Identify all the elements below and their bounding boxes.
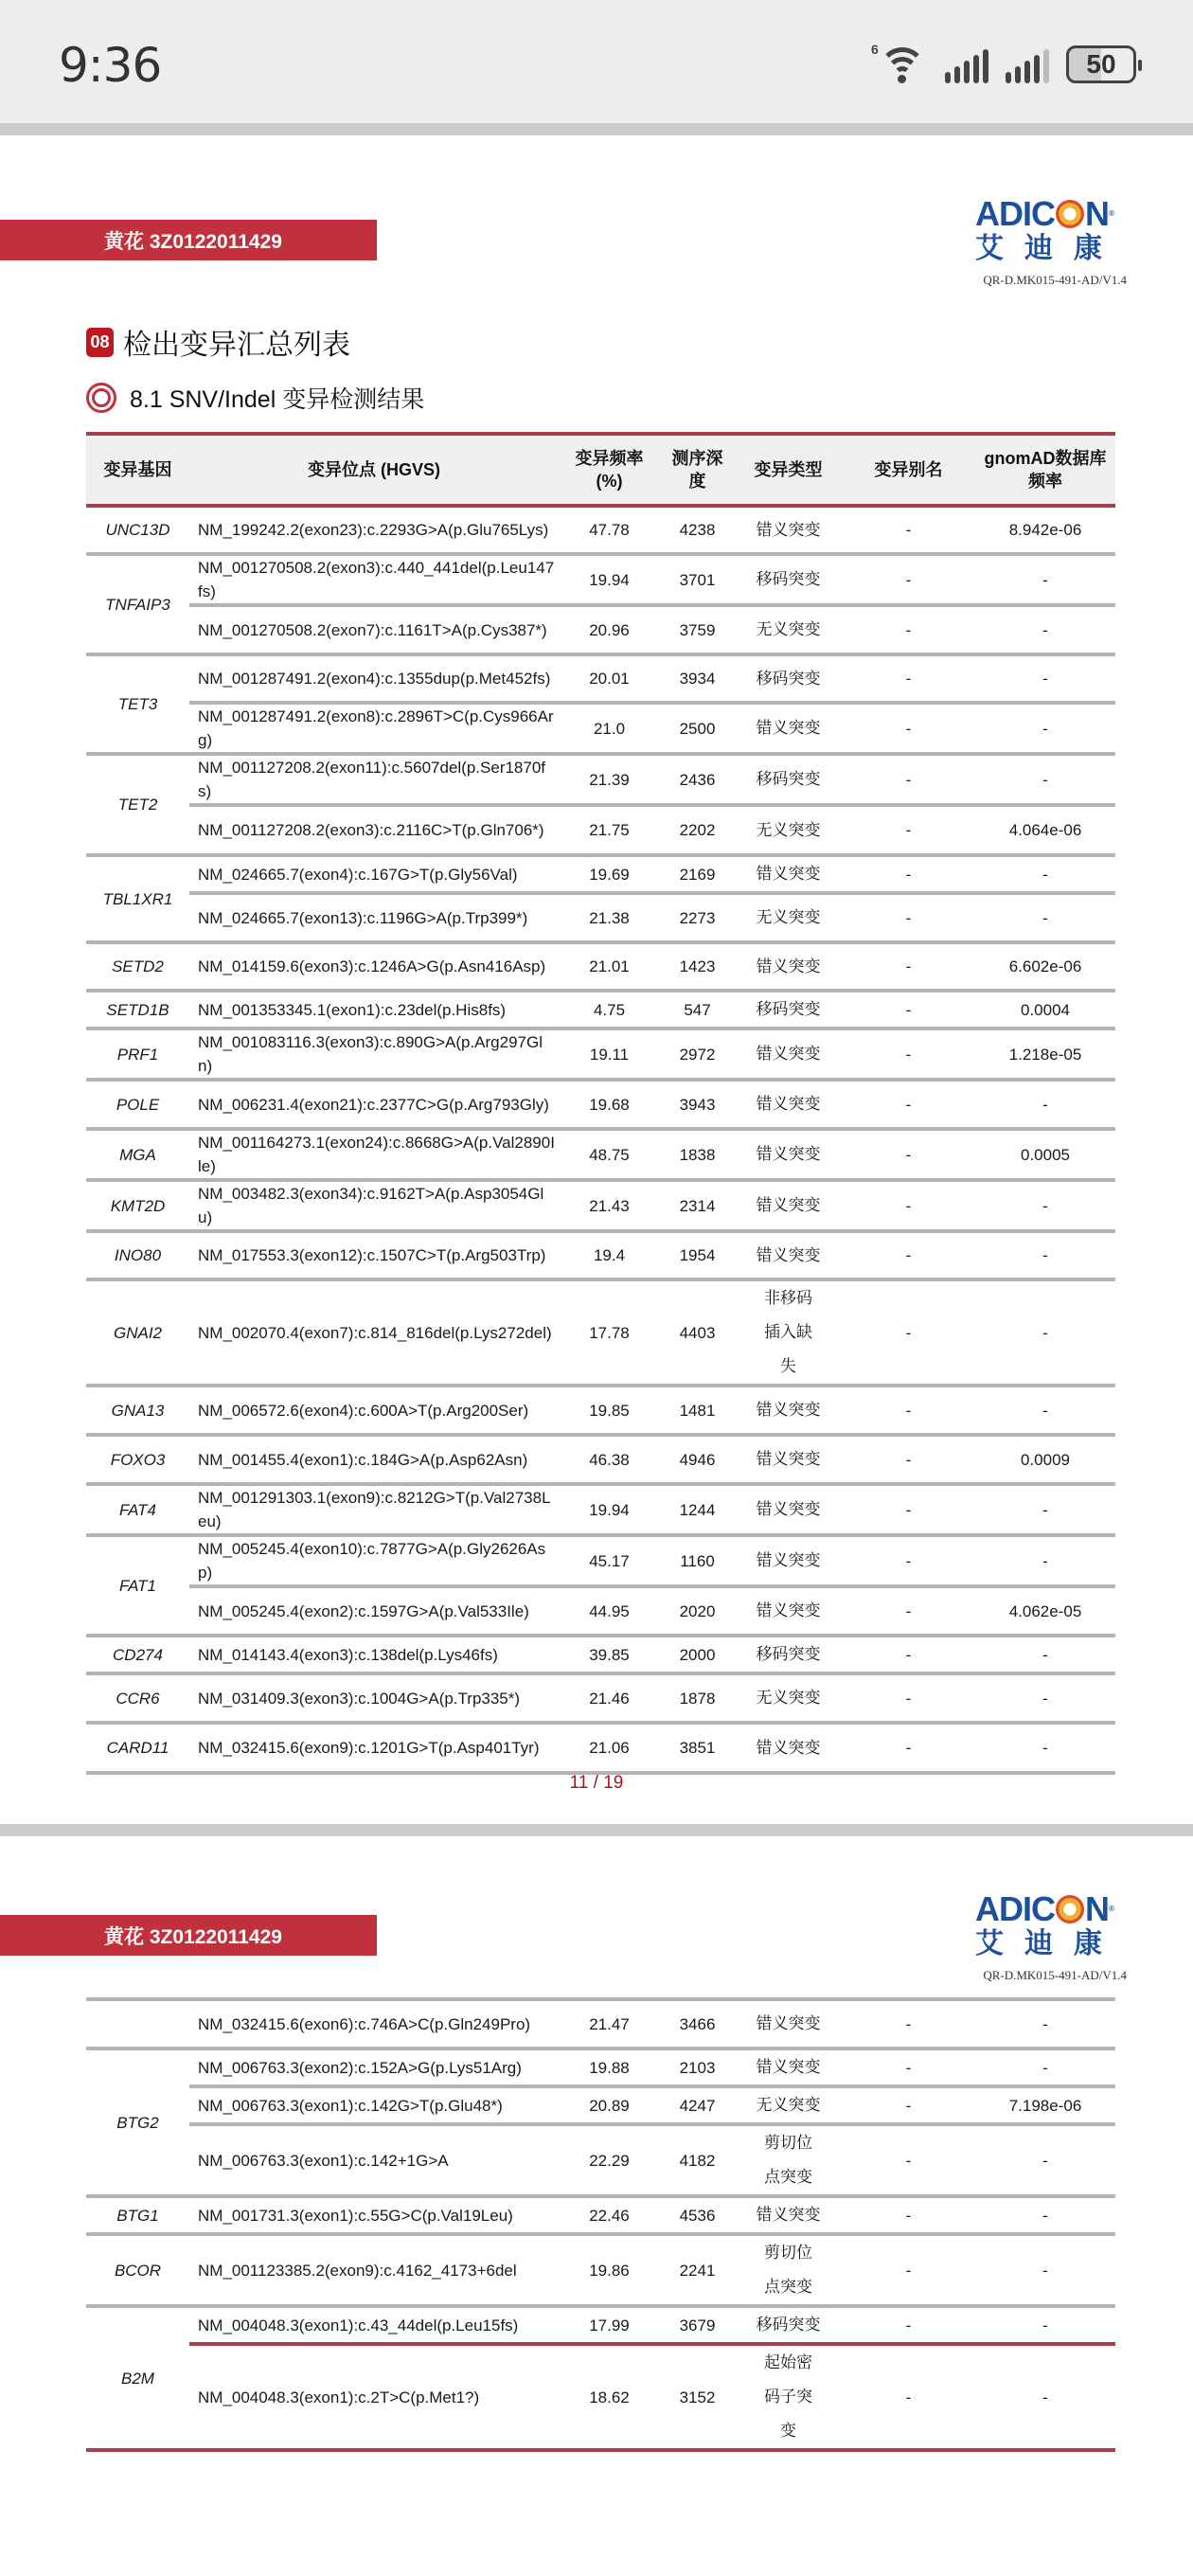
table-row (86, 1180, 1115, 1231)
hgvs-cell: NM_001127208.2(exon3):c.2116C>T(p.Gln706*) (189, 805, 559, 855)
variant-type-cell: 错义突变 (735, 1080, 842, 1129)
col-header-hgvs: 变异位点 (HGVS) (189, 434, 559, 506)
gene-cell: CARD11 (86, 1723, 189, 1773)
variant-type-cell: 错义突变 (735, 1484, 842, 1535)
frequency-cell: 21.47 (559, 1999, 660, 2048)
table-row (86, 1723, 1115, 1773)
depth-cell: 2202 (660, 805, 735, 855)
alias-cell: - (842, 805, 975, 855)
hgvs-cell: NM_001164273.1(exon24):c.8668G>A(p.Val2890Ile) (189, 1129, 559, 1180)
report-page-2 (0, 1836, 1193, 2576)
sun-logo-icon (1056, 1895, 1084, 1923)
frequency-cell: 18.62 (559, 2344, 660, 2450)
col-header-depth: 测序深度 (660, 434, 735, 506)
table-row (86, 1231, 1115, 1279)
gene-cell: TET2 (86, 754, 189, 855)
hgvs-cell: NM_001083116.3(exon3):c.890G>A(p.Arg297Gln) (189, 1029, 559, 1080)
hgvs-cell: NM_006231.4(exon21):c.2377C>G(p.Arg793Gly) (189, 1080, 559, 1129)
gene-cell: KMT2D (86, 1180, 189, 1231)
table-row (86, 2306, 1115, 2344)
frequency-cell: 19.88 (559, 2048, 660, 2086)
frequency-cell: 19.11 (559, 1029, 660, 1080)
battery-level: 50 (1086, 49, 1116, 79)
col-header-type: 变异类型 (735, 434, 842, 506)
table-header-row (86, 434, 1115, 506)
table-row (86, 1999, 1115, 2048)
col-header-gene: 变异基因 (86, 434, 189, 506)
section-number-badge: 08 (86, 328, 114, 357)
alias-cell: - (842, 1129, 975, 1180)
alias-cell: - (842, 1723, 975, 1773)
battery-icon (1066, 45, 1136, 83)
alias-cell: - (842, 1180, 975, 1231)
depth-cell: 4946 (660, 1435, 735, 1484)
table-row (86, 1435, 1115, 1484)
table-row (86, 754, 1115, 805)
hgvs-cell: NM_024665.7(exon13):c.1196G>A(p.Trp399*) (189, 893, 559, 942)
table-row (86, 703, 1115, 754)
hgvs-cell: NM_004048.3(exon1):c.2T>C(p.Met1?) (189, 2344, 559, 2450)
hgvs-cell: NM_001123385.2(exon9):c.4162_4173+6del (189, 2234, 559, 2306)
subsection-heading (86, 381, 424, 415)
table-row (86, 893, 1115, 942)
depth-cell: 2273 (660, 893, 735, 942)
gene-cell: FAT1 (86, 1535, 189, 1636)
gene-cell: FOXO3 (86, 1435, 189, 1484)
hgvs-cell: NM_001270508.2(exon7):c.1161T>A(p.Cys387*) (189, 605, 559, 654)
variant-type-cell: 错义突变 (735, 506, 842, 554)
alias-cell: - (842, 991, 975, 1029)
page-number: 11 / 19 (569, 1773, 624, 1793)
status-icons (871, 42, 1136, 83)
section-heading (86, 321, 350, 363)
patient-banner: 黄花 3Z0122011429 (0, 220, 377, 260)
gnomad-cell: 0.0009 (975, 1435, 1115, 1484)
logo-text-cn: 艾迪康 (975, 233, 1123, 264)
depth-cell: 2169 (660, 855, 735, 893)
wifi-6-icon (871, 42, 928, 83)
table-row (86, 554, 1115, 605)
gene-cell: TBL1XR1 (86, 855, 189, 942)
alias-cell: - (842, 1231, 975, 1279)
table-row (86, 1129, 1115, 1180)
hgvs-cell: NM_001731.3(exon1):c.55G>C(p.Val19Leu) (189, 2196, 559, 2234)
report-page-1 (0, 135, 1193, 1824)
depth-cell: 4403 (660, 1279, 735, 1386)
alias-cell: - (842, 703, 975, 754)
company-logo (975, 1889, 1127, 1983)
variant-type-cell: 错义突变 (735, 1231, 842, 1279)
variant-type-cell: 移码突变 (735, 991, 842, 1029)
gnomad-cell: 4.062e-05 (975, 1586, 1115, 1636)
sun-logo-icon (1056, 200, 1084, 228)
depth-cell: 1160 (660, 1535, 735, 1586)
alias-cell: - (842, 506, 975, 554)
variant-type-cell: 错义突变 (735, 1129, 842, 1180)
variant-type-cell: 剪切位点突变 (735, 2124, 842, 2196)
frequency-cell: 21.39 (559, 754, 660, 805)
alias-cell: - (842, 2306, 975, 2344)
table-row (86, 805, 1115, 855)
depth-cell: 3759 (660, 605, 735, 654)
depth-cell: 1423 (660, 942, 735, 991)
variant-type-cell: 错义突变 (735, 2196, 842, 2234)
subsection-title: 8.1 SNV/Indel 变异检测结果 (130, 386, 425, 413)
gnomad-cell: - (975, 2344, 1115, 2450)
gene-cell: CD274 (86, 1636, 189, 1673)
gnomad-cell: - (975, 2124, 1115, 2196)
alias-cell: - (842, 1484, 975, 1535)
gnomad-cell: - (975, 1180, 1115, 1231)
frequency-cell: 17.78 (559, 1279, 660, 1386)
gnomad-cell: 7.198e-06 (975, 2086, 1115, 2124)
alias-cell: - (842, 1435, 975, 1484)
gene-cell: BTG2 (86, 2048, 189, 2196)
logo-text-cn: 艾迪康 (975, 1928, 1123, 1959)
frequency-cell: 46.38 (559, 1435, 660, 1484)
col-header-frequency: 变异频率(%) (559, 434, 660, 506)
depth-cell: 2000 (660, 1636, 735, 1673)
depth-cell: 1954 (660, 1231, 735, 1279)
frequency-cell: 19.86 (559, 2234, 660, 2306)
table-row (86, 1279, 1115, 1386)
alias-cell: - (842, 1535, 975, 1586)
depth-cell: 3851 (660, 1723, 735, 1773)
frequency-cell: 4.75 (559, 991, 660, 1029)
depth-cell: 3943 (660, 1080, 735, 1129)
status-time: 9:36 (59, 38, 162, 93)
document-code: QR-D.MK015-491-AD/V1.4 (983, 1968, 1127, 1982)
gnomad-cell: - (975, 1636, 1115, 1673)
table-row (86, 855, 1115, 893)
col-header-gnomad: gnomAD数据库频率 (975, 434, 1115, 506)
gnomad-cell: 6.602e-06 (975, 942, 1115, 991)
hgvs-cell: NM_003482.3(exon34):c.9162T>A(p.Asp3054Glu) (189, 1180, 559, 1231)
hgvs-cell: NM_014143.4(exon3):c.138del(p.Lys46fs) (189, 1636, 559, 1673)
gnomad-cell: 8.942e-06 (975, 506, 1115, 554)
gene-cell (86, 1999, 189, 2048)
gene-cell: FAT4 (86, 1484, 189, 1535)
depth-cell: 3701 (660, 554, 735, 605)
hgvs-cell: NM_001353345.1(exon1):c.23del(p.His8fs) (189, 991, 559, 1029)
frequency-cell: 21.0 (559, 703, 660, 754)
variant-type-cell: 非移码插入缺失 (735, 1279, 842, 1386)
signal-icon (945, 49, 988, 83)
logo-text-en: ADIC N ® (975, 1889, 1113, 1928)
alias-cell: - (842, 1586, 975, 1636)
alias-cell: - (842, 893, 975, 942)
depth-cell: 2241 (660, 2234, 735, 2306)
hgvs-cell: NM_002070.4(exon7):c.814_816del(p.Lys272del) (189, 1279, 559, 1386)
variant-type-cell: 错义突变 (735, 1999, 842, 2048)
gene-cell: BCOR (86, 2234, 189, 2306)
depth-cell: 2500 (660, 703, 735, 754)
frequency-cell: 19.94 (559, 554, 660, 605)
depth-cell: 4182 (660, 2124, 735, 2196)
gnomad-cell: 1.218e-05 (975, 1029, 1115, 1080)
hgvs-cell: NM_001287491.2(exon8):c.2896T>C(p.Cys966Arg) (189, 703, 559, 754)
document-code: QR-D.MK015-491-AD/V1.4 (983, 273, 1127, 287)
gnomad-cell: - (975, 1279, 1115, 1386)
alias-cell: - (842, 605, 975, 654)
depth-cell: 4247 (660, 2086, 735, 2124)
depth-cell: 3466 (660, 1999, 735, 2048)
frequency-cell: 21.01 (559, 942, 660, 991)
alias-cell: - (842, 2048, 975, 2086)
hgvs-cell: NM_001287491.2(exon4):c.1355dup(p.Met452fs) (189, 654, 559, 703)
frequency-cell: 39.85 (559, 1636, 660, 1673)
table-row (86, 942, 1115, 991)
depth-cell: 4536 (660, 2196, 735, 2234)
gene-cell: B2M (86, 2306, 189, 2450)
table-row (86, 2124, 1115, 2196)
frequency-cell: 19.94 (559, 1484, 660, 1535)
table-row (86, 605, 1115, 654)
gnomad-cell: - (975, 654, 1115, 703)
frequency-cell: 19.4 (559, 1231, 660, 1279)
alias-cell: - (842, 2124, 975, 2196)
frequency-cell: 20.89 (559, 2086, 660, 2124)
wifi-generation-label: 6 (871, 42, 879, 57)
table-row (86, 2196, 1115, 2234)
section-title: 检出变异汇总列表 (123, 330, 350, 361)
page-separator (0, 1824, 1193, 1836)
gene-cell: SETD1B (86, 991, 189, 1029)
alias-cell: - (842, 942, 975, 991)
gnomad-cell: - (975, 2196, 1115, 2234)
table-row (86, 1484, 1115, 1535)
alias-cell: - (842, 2344, 975, 2450)
depth-cell: 1244 (660, 1484, 735, 1535)
gnomad-cell: - (975, 2234, 1115, 2306)
logo-text-en: ADIC N ® (975, 194, 1113, 233)
variant-table-continued (86, 1997, 1115, 2452)
gnomad-cell: - (975, 893, 1115, 942)
gnomad-cell: - (975, 1673, 1115, 1723)
frequency-cell: 44.95 (559, 1586, 660, 1636)
gnomad-cell: - (975, 2306, 1115, 2344)
depth-cell: 2103 (660, 2048, 735, 2086)
alias-cell: - (842, 1029, 975, 1080)
frequency-cell: 21.38 (559, 893, 660, 942)
gene-cell: GNAI2 (86, 1279, 189, 1386)
hgvs-cell: NM_001270508.2(exon3):c.440_441del(p.Leu147fs) (189, 554, 559, 605)
alias-cell: - (842, 754, 975, 805)
variant-type-cell: 无义突变 (735, 805, 842, 855)
hgvs-cell: NM_031409.3(exon3):c.1004G>A(p.Trp335*) (189, 1673, 559, 1723)
variant-type-cell: 错义突变 (735, 1386, 842, 1435)
depth-cell: 3679 (660, 2306, 735, 2344)
hgvs-cell: NM_005245.4(exon2):c.1597G>A(p.Val533Ile) (189, 1586, 559, 1636)
depth-cell: 1838 (660, 1129, 735, 1180)
variant-type-cell: 错义突变 (735, 1180, 842, 1231)
variant-type-cell: 错义突变 (735, 1435, 842, 1484)
alias-cell: - (842, 654, 975, 703)
depth-cell: 1878 (660, 1673, 735, 1723)
gnomad-cell: - (975, 1484, 1115, 1535)
gene-cell: CCR6 (86, 1673, 189, 1723)
hgvs-cell: NM_006763.3(exon2):c.152A>G(p.Lys51Arg) (189, 2048, 559, 2086)
frequency-cell: 17.99 (559, 2306, 660, 2344)
variant-type-cell: 移码突变 (735, 554, 842, 605)
variant-type-cell: 剪切位点突变 (735, 2234, 842, 2306)
variant-table (86, 432, 1115, 1775)
table-row (86, 1080, 1115, 1129)
variant-type-cell: 无义突变 (735, 605, 842, 654)
table-row (86, 2086, 1115, 2124)
frequency-cell: 20.01 (559, 654, 660, 703)
frequency-cell: 20.96 (559, 605, 660, 654)
table-row (86, 1029, 1115, 1080)
hgvs-cell: NM_032415.6(exon6):c.746A>C(p.Gln249Pro) (189, 1999, 559, 2048)
table-row (86, 654, 1115, 703)
alias-cell: - (842, 2086, 975, 2124)
frequency-cell: 21.06 (559, 1723, 660, 1773)
frequency-cell: 21.46 (559, 1673, 660, 1723)
alias-cell: - (842, 1673, 975, 1723)
gnomad-cell: - (975, 1535, 1115, 1586)
frequency-cell: 21.75 (559, 805, 660, 855)
frequency-cell: 19.85 (559, 1386, 660, 1435)
variant-type-cell: 无义突变 (735, 1673, 842, 1723)
depth-cell: 547 (660, 991, 735, 1029)
gene-cell: MGA (86, 1129, 189, 1180)
frequency-cell: 48.75 (559, 1129, 660, 1180)
hgvs-cell: NM_001455.4(exon1):c.184G>A(p.Asp62Asn) (189, 1435, 559, 1484)
hgvs-cell: NM_017553.3(exon12):c.1507C>T(p.Arg503Trp) (189, 1231, 559, 1279)
variant-type-cell: 无义突变 (735, 893, 842, 942)
gnomad-cell: - (975, 554, 1115, 605)
gnomad-cell: 0.0005 (975, 1129, 1115, 1180)
hgvs-cell: NM_001127208.2(exon11):c.5607del(p.Ser1870fs) (189, 754, 559, 805)
table-row (86, 506, 1115, 554)
hgvs-cell: NM_001291303.1(exon9):c.8212G>T(p.Val2738Leu) (189, 1484, 559, 1535)
depth-cell: 2436 (660, 754, 735, 805)
alias-cell: - (842, 554, 975, 605)
table-row (86, 1673, 1115, 1723)
variant-type-cell: 错义突变 (735, 2048, 842, 2086)
alias-cell: - (842, 855, 975, 893)
alias-cell: - (842, 2234, 975, 2306)
frequency-cell: 47.78 (559, 506, 660, 554)
gene-cell: GNA13 (86, 1386, 189, 1435)
gene-cell: UNC13D (86, 506, 189, 554)
alias-cell: - (842, 1386, 975, 1435)
gnomad-cell: - (975, 605, 1115, 654)
depth-cell: 3934 (660, 654, 735, 703)
variant-type-cell: 移码突变 (735, 654, 842, 703)
hgvs-cell: NM_006763.3(exon1):c.142G>T(p.Glu48*) (189, 2086, 559, 2124)
variant-type-cell: 移码突变 (735, 2306, 842, 2344)
hgvs-cell: NM_024665.7(exon4):c.167G>T(p.Gly56Val) (189, 855, 559, 893)
gene-cell: POLE (86, 1080, 189, 1129)
gene-cell: PRF1 (86, 1029, 189, 1080)
table-row (86, 2048, 1115, 2086)
hgvs-cell: NM_006763.3(exon1):c.142+1G>A (189, 2124, 559, 2196)
gnomad-cell: 0.0004 (975, 991, 1115, 1029)
frequency-cell: 45.17 (559, 1535, 660, 1586)
variant-type-cell: 错义突变 (735, 1723, 842, 1773)
status-bar (0, 0, 1193, 123)
depth-cell: 4238 (660, 506, 735, 554)
depth-cell: 2972 (660, 1029, 735, 1080)
gene-cell: BTG1 (86, 2196, 189, 2234)
frequency-cell: 19.69 (559, 855, 660, 893)
frequency-cell: 22.29 (559, 2124, 660, 2196)
hgvs-cell: NM_005245.4(exon10):c.7877G>A(p.Gly2626Asp) (189, 1535, 559, 1586)
depth-cell: 3152 (660, 2344, 735, 2450)
variant-type-cell: 无义突变 (735, 2086, 842, 2124)
variant-type-cell: 错义突变 (735, 855, 842, 893)
variant-type-cell: 错义突变 (735, 1029, 842, 1080)
table-row (86, 1386, 1115, 1435)
table-row (86, 1535, 1115, 1586)
gnomad-cell: 4.064e-06 (975, 805, 1115, 855)
gnomad-cell: - (975, 703, 1115, 754)
hgvs-cell: NM_014159.6(exon3):c.1246A>G(p.Asn416Asp) (189, 942, 559, 991)
gnomad-cell: - (975, 1231, 1115, 1279)
gnomad-cell: - (975, 855, 1115, 893)
gene-cell: TET3 (86, 654, 189, 754)
alias-cell: - (842, 1636, 975, 1673)
table-row (86, 1586, 1115, 1636)
alias-cell: - (842, 2196, 975, 2234)
table-row (86, 1636, 1115, 1673)
hgvs-cell: NM_199242.2(exon23):c.2293G>A(p.Glu765Lys) (189, 506, 559, 554)
gnomad-cell: - (975, 1080, 1115, 1129)
depth-cell: 2314 (660, 1180, 735, 1231)
table-row (86, 2234, 1115, 2306)
signal-icon (1006, 49, 1049, 83)
variant-type-cell: 移码突变 (735, 1636, 842, 1673)
gene-cell: INO80 (86, 1231, 189, 1279)
company-logo (975, 194, 1127, 288)
alias-cell: - (842, 1279, 975, 1386)
gnomad-cell: - (975, 754, 1115, 805)
variant-type-cell: 起始密码子突变 (735, 2344, 842, 2450)
gnomad-cell: - (975, 1723, 1115, 1773)
gene-cell: SETD2 (86, 942, 189, 991)
gnomad-cell: - (975, 1386, 1115, 1435)
frequency-cell: 21.43 (559, 1180, 660, 1231)
depth-cell: 1481 (660, 1386, 735, 1435)
alias-cell: - (842, 1999, 975, 2048)
hgvs-cell: NM_032415.6(exon9):c.1201G>T(p.Asp401Tyr) (189, 1723, 559, 1773)
patient-banner: 黄花 3Z0122011429 (0, 1915, 377, 1956)
gene-cell: TNFAIP3 (86, 554, 189, 654)
variant-type-cell: 错义突变 (735, 1535, 842, 1586)
frequency-cell: 19.68 (559, 1080, 660, 1129)
table-row (86, 991, 1115, 1029)
variant-type-cell: 错义突变 (735, 703, 842, 754)
table-row (86, 2344, 1115, 2450)
frequency-cell: 22.46 (559, 2196, 660, 2234)
variant-type-cell: 错义突变 (735, 942, 842, 991)
page-separator (0, 123, 1193, 135)
variant-type-cell: 移码突变 (735, 754, 842, 805)
col-header-alias: 变异别名 (842, 434, 975, 506)
depth-cell: 2020 (660, 1586, 735, 1636)
gnomad-cell: - (975, 1999, 1115, 2048)
alias-cell: - (842, 1080, 975, 1129)
target-ring-icon (86, 383, 116, 413)
gnomad-cell: - (975, 2048, 1115, 2086)
hgvs-cell: NM_004048.3(exon1):c.43_44del(p.Leu15fs) (189, 2306, 559, 2344)
hgvs-cell: NM_006572.6(exon4):c.600A>T(p.Arg200Ser) (189, 1386, 559, 1435)
variant-type-cell: 错义突变 (735, 1586, 842, 1636)
